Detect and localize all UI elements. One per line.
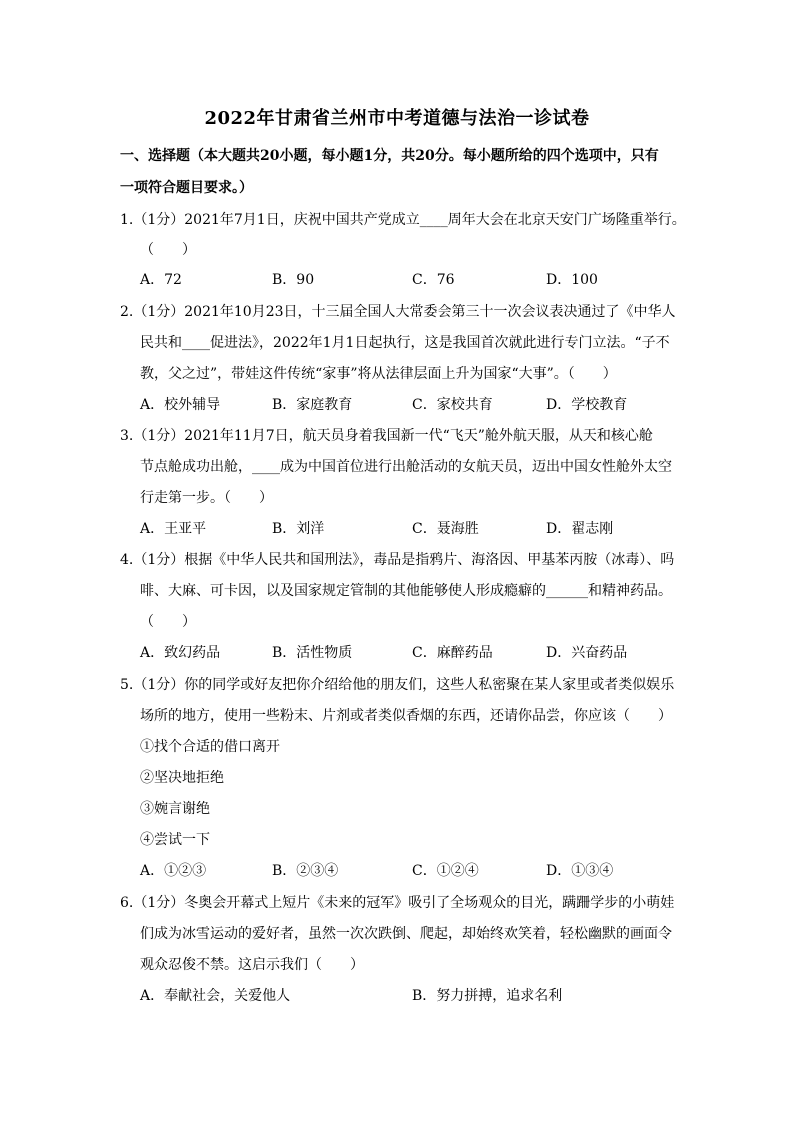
options-row	[140, 395, 700, 415]
question-text: （ ）	[140, 242, 196, 258]
option-d: D．翟志刚	[546, 521, 614, 537]
question-text: 民共和____促进法》，2022年1月1日起执行，这是我国首次就此进行专门立法。“子不	[140, 335, 670, 351]
question-text: 1.（1分）2021年7月1日，庆祝中国共产党成立____周年大会在北京天安门广场隆重举行。	[120, 212, 686, 228]
option-b: B．家庭教育	[272, 397, 353, 413]
option-c: C．76	[412, 272, 455, 288]
statement-2: ②坚决地拒绝	[140, 770, 224, 786]
question-text: 啡、大麻、可卡因，以及国家规定管制的其他能够使人形成瘾癖的______和精神药品。	[140, 583, 672, 599]
option-c: C．麻醉药品	[412, 645, 493, 661]
statement-3: ③婉言谢绝	[140, 801, 210, 817]
option-a: A．致幻药品	[140, 645, 221, 661]
options-row	[140, 519, 700, 539]
question-text: 场所的地方，使用一些粉末、片剂或者类似香烟的东西，还请你品尝，你应该（ ）	[140, 708, 672, 724]
option-a: A．72	[140, 272, 182, 288]
page-title: 2022年甘肃省兰州市中考道德与法治一诊试卷	[204, 108, 590, 129]
question-text: 5.（1分）你的同学或好友把你介绍给他的朋友们，这些人私密聚在某人家里或者类似娱乐	[120, 677, 675, 693]
question-text: 行走第一步。（ ）	[140, 490, 273, 506]
options-row	[140, 986, 700, 1006]
option-d: D．学校教育	[546, 397, 628, 413]
question-text: 6.（1分）冬奥会开幕式上短片《未来的冠军》吸引了全场观众的目光，蹒跚学步的小萌娃	[120, 895, 675, 911]
option-b: B．努力拼搏，追求名利	[412, 988, 563, 1004]
option-d: D．100	[546, 272, 598, 288]
section-heading-line-1: 一、选择题（本大题共20小题，每小题1分，共20分。每小题所给的四个选项中，只有	[120, 148, 659, 164]
option-a: A．①②③	[140, 863, 207, 879]
option-b: B．活性物质	[272, 645, 353, 661]
option-b: B．刘洋	[272, 521, 325, 537]
option-d: D．①③④	[546, 863, 614, 879]
option-a: A．校外辅导	[140, 397, 221, 413]
question-text: 教，父之过”，带娃这件传统“家事”将从法律层面上升为国家“大事”。（ ）	[140, 366, 617, 382]
section-heading-line-2: 一项符合题目要求。）	[120, 180, 253, 196]
statement-4: ④尝试一下	[140, 832, 210, 848]
option-a: A．奉献社会，关爱他人	[140, 988, 291, 1004]
question-text: （ ）	[140, 614, 196, 630]
question-text: 4.（1分）根据《中华人民共和国刑法》，毒品是指鸦片、海洛因、甲基苯丙胺（冰毒）、吗	[120, 552, 675, 568]
option-c: C．聂海胜	[412, 521, 479, 537]
option-b: B．②③④	[272, 863, 339, 879]
option-d: D．兴奋药品	[546, 645, 628, 661]
question-text: 观众忍俊不禁。这启示我们（ ）	[140, 957, 364, 973]
option-c: C．①②④	[412, 863, 479, 879]
options-row	[140, 861, 700, 881]
options-row	[140, 270, 700, 290]
options-row	[140, 643, 700, 663]
question-text: 3.（1分）2021年11月7日，航天员身着我国新一代“飞天”舱外航天服，从天和核心舱	[120, 428, 653, 444]
question-text: 节点舱成功出舱，____成为中国首位进行出舱活动的女航天员，迈出中国女性舱外太空	[140, 459, 672, 475]
question-text: 们成为冰雪运动的爱好者，虽然一次次跌倒、爬起，却始终欢笑着，轻松幽默的画面令	[140, 926, 672, 942]
question-text: 2.（1分）2021年10月23日，十三届全国人大常委会第三十一次会议表决通过了《中华人	[120, 304, 676, 320]
option-b: B．90	[272, 272, 315, 288]
option-a: A．王亚平	[140, 521, 207, 537]
statement-1: ①找个合适的借口离开	[140, 739, 280, 755]
option-c: C．家校共育	[412, 397, 493, 413]
